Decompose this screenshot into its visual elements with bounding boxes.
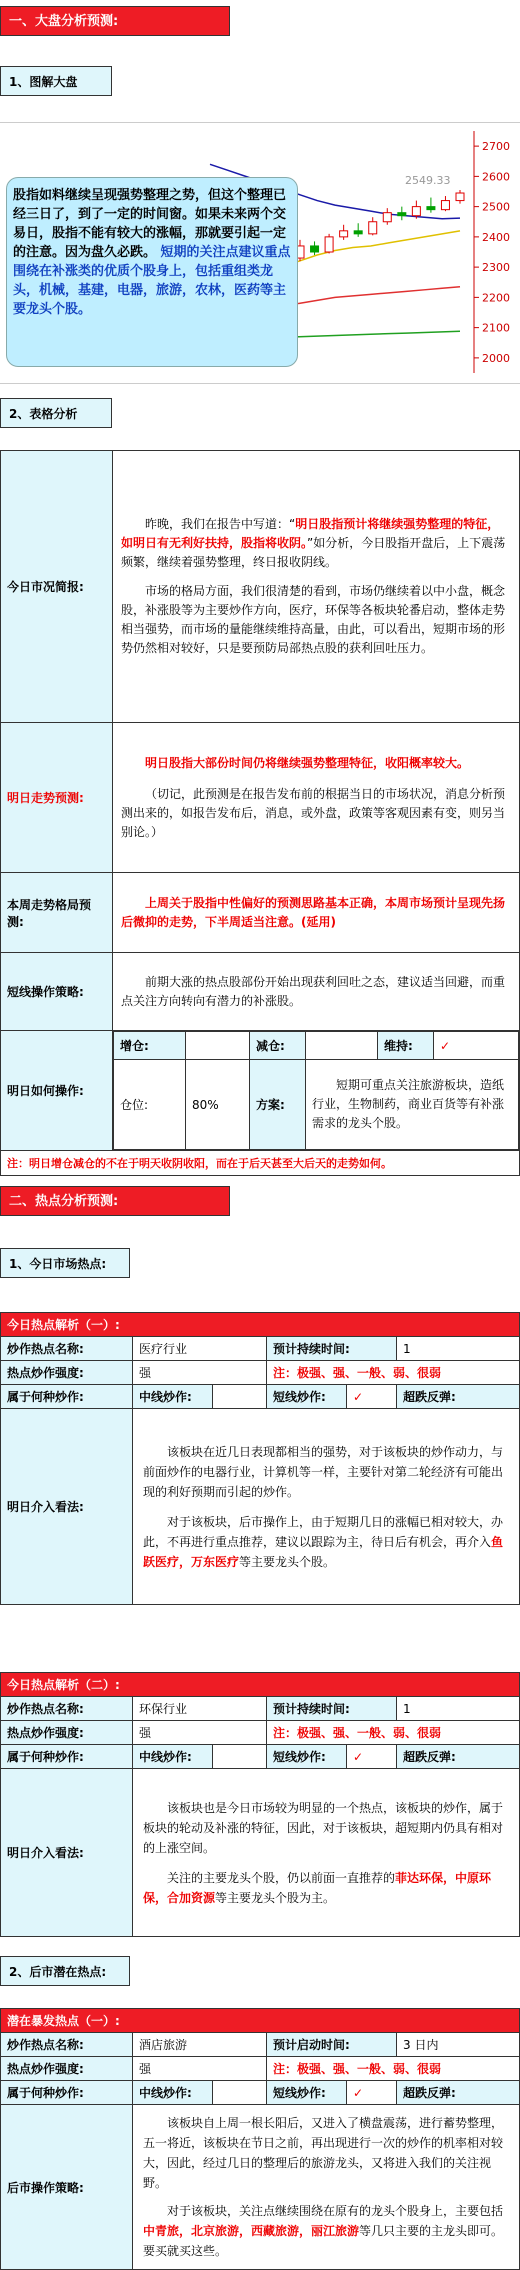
y-tick-label: 2400 bbox=[482, 230, 510, 244]
hot1-duration: 1 bbox=[397, 1337, 520, 1361]
week-forecast-content bbox=[113, 873, 520, 953]
hot2-duration: 1 bbox=[397, 1697, 520, 1721]
analysis-table bbox=[0, 450, 520, 1176]
week-forecast-text: 上周关于股指中性偏好的预测思路基本正确，本周市场预计呈现先扬后微抑的走势，下半周适当注意。(延用) bbox=[121, 895, 506, 929]
section-banner-hotspot: 二、热点分析预测: bbox=[0, 1186, 230, 1216]
position-label: 仓位: bbox=[114, 1060, 186, 1150]
y-tick-label: 2000 bbox=[482, 351, 510, 365]
price-label: 2549.33 bbox=[405, 173, 451, 187]
hot1-title: 今日热点解析（一）: bbox=[1, 1313, 520, 1337]
y-tick-label: 2200 bbox=[482, 291, 510, 305]
plan-label: 方案: bbox=[250, 1060, 306, 1150]
hot3-mid-label: 中线炒作: bbox=[133, 2081, 213, 2105]
add-label: 增仓: bbox=[114, 1032, 186, 1060]
label-today-brief: 今日市况简报: bbox=[1, 451, 113, 723]
hot3-short-label: 短线炒作: bbox=[267, 2081, 347, 2105]
hot3-strength-label: 热点炒作强度: bbox=[1, 2057, 133, 2081]
hot2-p2-stocks: 菲达环保，中原环保，合加资源 bbox=[143, 1870, 492, 1905]
candle-body bbox=[340, 231, 348, 237]
hot2-title: 今日热点解析（二）: bbox=[1, 1673, 520, 1697]
hot1-short-check-icon: ✓ bbox=[347, 1385, 397, 1409]
hot1-mid-label: 中线炒作: bbox=[133, 1385, 213, 1409]
tomorrow-forecast-content bbox=[113, 723, 520, 873]
candle-body bbox=[383, 213, 391, 222]
hot3-name: 酒店旅游 bbox=[133, 2033, 267, 2057]
label-short-strategy: 短线操作策略: bbox=[1, 953, 113, 1031]
candle-body bbox=[412, 207, 420, 216]
operation-note: 注：明日增仓减仓的不在于明天收阴收阳，而在于后天甚至大后天的走势如何。 bbox=[1, 1151, 520, 1176]
potential-hot-block-1 bbox=[0, 2008, 520, 2270]
hot3-mid-value bbox=[213, 2081, 267, 2105]
operation-content bbox=[113, 1031, 520, 1151]
hot3-p2-b: 等几只主要的主龙头即可。要买就买这些。 bbox=[143, 2224, 504, 2258]
hot2-p2-a: 关注的主要龙头个股，仍以前面一直推荐的 bbox=[167, 1870, 396, 1885]
hot2-strength-label: 热点炒作强度: bbox=[1, 1721, 133, 1745]
hot2-view-label: 明日介入看法: bbox=[1, 1769, 133, 1937]
forecast-red-text: 明日股指大部份时间仍将继续强势整理特征，收阳概率较大。 bbox=[145, 755, 470, 770]
hot3-start: 3 日内 bbox=[397, 2033, 520, 2057]
hot2-view-content bbox=[133, 1769, 520, 1937]
hot1-p2-stocks: 鱼跃医疗，万东医疗 bbox=[143, 1534, 504, 1569]
hot2-name: 环保行业 bbox=[133, 1697, 267, 1721]
y-tick-label: 2100 bbox=[482, 321, 510, 335]
short-strategy-text: 前期大涨的热点股部份开始出现获利回吐之态，建议适当回避，而重点关注方向转向有潜力的补涨股。 bbox=[121, 974, 506, 1008]
today-brief-content bbox=[113, 451, 520, 723]
candle-body bbox=[456, 193, 464, 201]
brief-text-red: 明日股指预计将继续强势整理的特征，如明日有无利好扶持，股指将收阴。 bbox=[121, 517, 500, 550]
hot3-short-check-icon: ✓ bbox=[347, 2081, 397, 2105]
hot1-p2-a: 对于该板块，后市操作上，由于短期几日的涨幅已相对较大，办此，不再进行重点推荐，建议以跟踪为主，待日后有机会，再介入 bbox=[143, 1514, 504, 1549]
hot3-name-label: 炒作热点名称: bbox=[1, 2033, 133, 2057]
hot1-p2-b: 等主要龙头个股。 bbox=[239, 1554, 336, 1569]
candle-body bbox=[441, 201, 449, 210]
hot-block-2 bbox=[0, 1672, 520, 1937]
hot3-start-label: 预计启动时间: bbox=[267, 2033, 397, 2057]
hot1-name-label: 炒作热点名称: bbox=[1, 1337, 133, 1361]
candle-body bbox=[325, 237, 333, 252]
hot3-strength-note: 注：极强、强、一般、弱、很弱 bbox=[267, 2057, 520, 2081]
hot3-p1: 该板块自上周一根长阳后，又进入了横盘震荡，进行蓄势整理，五一将近，该板块在节日之前，再出现进行一次的炒作的机率相对较大，因此，经过几日的整理后的旅游龙头，又将进入我们的关注视野。 bbox=[143, 2116, 504, 2190]
candle-body bbox=[354, 231, 362, 234]
callout-analysis: 股指如料继续呈现强势整理之势，但这个整理已经三日了，到了一定的时间窗。如果未来两个交易日，股指不能有较大的涨幅，那就要引起一定的注意。因为盘久必跌。 bbox=[13, 188, 287, 260]
sub-banner-potential-hot: 2、后市潜在热点: bbox=[0, 1956, 130, 1986]
brief-text-b: ”如分析，今日股指开盘后，上下震荡频繁，继续着强势整理，终日报收阴线。 bbox=[121, 536, 506, 569]
short-strategy-content bbox=[113, 953, 520, 1031]
hot1-name: 医疗行业 bbox=[133, 1337, 267, 1361]
forecast-note: （切记，此预测是在报告发布前的根据当日的市场状况，消息分析预测出来的，如报告发布后，消息，或外盘，政策等客观因素有变，则另当别论。） bbox=[121, 786, 506, 839]
reduce-value bbox=[306, 1032, 378, 1060]
hot1-view-label: 明日介入看法: bbox=[1, 1409, 133, 1605]
hot1-type-label: 属于何种炒作: bbox=[1, 1385, 133, 1409]
hot2-duration-label: 预计持续时间: bbox=[267, 1697, 397, 1721]
sub-banner-today-hot: 1、今日市场热点: bbox=[0, 1248, 130, 1278]
add-value bbox=[186, 1032, 250, 1060]
label-tomorrow-operation: 明日如何操作: bbox=[1, 1031, 113, 1151]
y-tick-label: 2700 bbox=[482, 140, 510, 154]
candle-body bbox=[398, 213, 406, 216]
hot1-strength-note: 注：极强、强、一般、弱、很弱 bbox=[267, 1361, 520, 1385]
candle-body bbox=[427, 207, 435, 210]
hot1-strength-label: 热点炒作强度: bbox=[1, 1361, 133, 1385]
hold-check-icon: ✓ bbox=[434, 1032, 519, 1060]
hot1-rebound-label: 超跌反弹: bbox=[397, 1385, 520, 1409]
reduce-label: 减仓: bbox=[250, 1032, 306, 1060]
hot1-short-label: 短线炒作: bbox=[267, 1385, 347, 1409]
hot-block-1 bbox=[0, 1312, 520, 1605]
hot3-rebound-label: 超跌反弹: bbox=[397, 2081, 520, 2105]
hot2-strength-note: 注：极强、强、一般、弱、很弱 bbox=[267, 1721, 520, 1745]
y-tick-label: 2600 bbox=[482, 170, 510, 184]
plan-content bbox=[306, 1060, 519, 1150]
plan-text: 短期可重点关注旅游板块，造纸行业，生物制药，商业百货等有补涨需求的龙头个股。 bbox=[312, 1078, 505, 1130]
sub-banner-table: 2、表格分析 bbox=[0, 398, 112, 428]
y-tick-label: 2500 bbox=[482, 200, 510, 214]
hot3-title: 潜在暴发热点（一）: bbox=[1, 2009, 520, 2033]
hot2-p1: 该板块也是今日市场较为明显的一个热点，该板块的炒作，属于板块的轮动及补涨的特征，因此，对于该板块，超短期内仍具有相对的上涨空间。 bbox=[143, 1800, 504, 1855]
hot1-strength: 强 bbox=[133, 1361, 267, 1385]
hot2-short-check-icon: ✓ bbox=[347, 1745, 397, 1769]
hot1-mid-value bbox=[213, 1385, 267, 1409]
chart-callout bbox=[6, 177, 298, 367]
hot3-type-label: 属于何种炒作: bbox=[1, 2081, 133, 2105]
label-week-forecast: 本周走势格局预测: bbox=[1, 873, 113, 953]
hot2-mid-label: 中线炒作: bbox=[133, 1745, 213, 1769]
hot3-p2-a: 对于该板块，关注点继续围绕在原有的龙头个股身上，主要包括 bbox=[167, 2204, 504, 2218]
position-value: 80% bbox=[186, 1060, 250, 1150]
operation-table bbox=[113, 1031, 519, 1150]
label-tomorrow-forecast: 明日走势预测: bbox=[1, 723, 113, 873]
hot2-rebound-label: 超跌反弹: bbox=[397, 1745, 520, 1769]
section-banner-market: 一、大盘分析预测: bbox=[0, 6, 230, 36]
hot3-p2-stocks: 中青旅，北京旅游，西藏旅游，丽江旅游 bbox=[143, 2224, 360, 2238]
hot3-strength: 强 bbox=[133, 2057, 267, 2081]
hot1-p1: 该板块在近几日表现都相当的强势，对于该板块的炒作动力，与前面炒作的电器行业，计算机等一样，主要针对第二轮经济有可能出现的利好预期而引起的炒作。 bbox=[143, 1444, 504, 1499]
brief-text-a: 昨晚，我们在报告中写道：“ bbox=[145, 517, 296, 531]
sub-banner-chart: 1、图解大盘 bbox=[0, 66, 112, 96]
hot2-type-label: 属于何种炒作: bbox=[1, 1745, 133, 1769]
hot1-view-content bbox=[133, 1409, 520, 1605]
callout-focus: 短期的关注点建议重点围绕在补涨类的优质个股身上，包括重组类龙头，机械，基建，电器，旅游，农林，医药等主要龙头个股。 bbox=[13, 245, 291, 317]
market-chart bbox=[0, 122, 520, 384]
hot2-p2-b: 等主要龙头个股为主。 bbox=[215, 1890, 336, 1905]
hot3-strategy-label: 后市操作策略: bbox=[1, 2105, 133, 2270]
hot1-duration-label: 预计持续时间: bbox=[267, 1337, 397, 1361]
hot2-name-label: 炒作热点名称: bbox=[1, 1697, 133, 1721]
hold-label: 维持: bbox=[378, 1032, 434, 1060]
hot2-strength: 强 bbox=[133, 1721, 267, 1745]
candle-body bbox=[369, 222, 377, 234]
candle-body bbox=[311, 246, 319, 252]
hot2-short-label: 短线炒作: bbox=[267, 1745, 347, 1769]
hot2-mid-value bbox=[213, 1745, 267, 1769]
brief-text-market: 市场的格局方面，我们很清楚的看到，市场仍继续着以中小盘，概念股，补涨股等为主要炒作方向，医疗，环保等各板块轮番启动，整体走势相当强势，而市场的量能继续维持高量，由此，可以看出，短期市场的形势仍然相对较好，只是要预防局部热点股的获利回吐压力。 bbox=[121, 584, 506, 655]
hot3-strategy-content bbox=[133, 2105, 520, 2270]
y-tick-label: 2300 bbox=[482, 261, 510, 275]
